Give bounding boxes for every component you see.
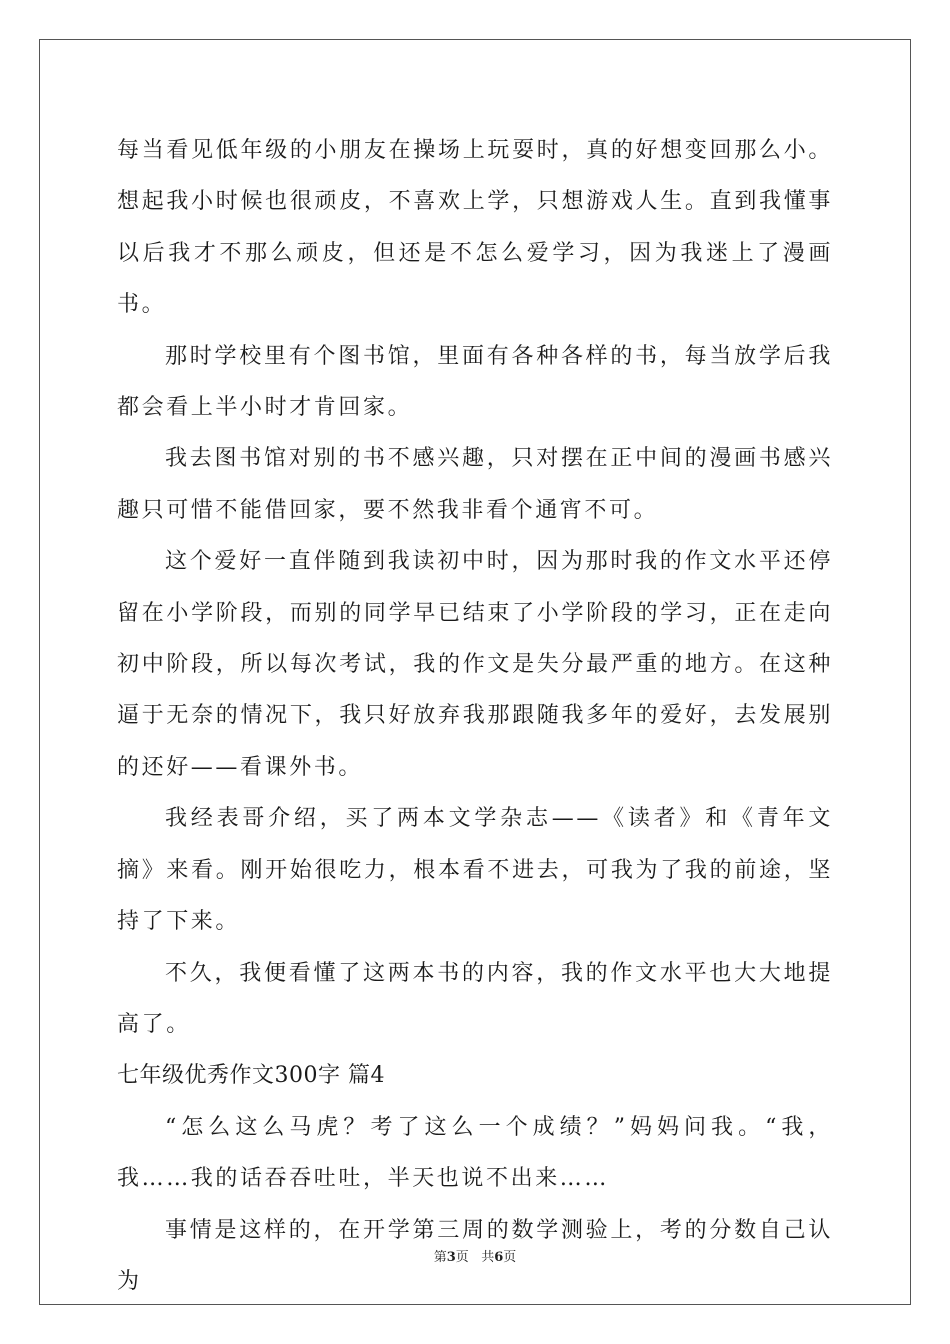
total-page-number: 6 xyxy=(494,1250,504,1265)
section-heading: 七年级优秀作文300字 篇4 xyxy=(117,1063,385,1089)
paragraph-3: 我去图书馆对别的书不感兴趣，只对摆在正中间的漫画书感兴趣只可惜不能借回家，要不然我非看个通宵不可。 xyxy=(117,446,833,523)
paragraph-6: 不久，我便看懂了这两本书的内容，我的作文水平也大大地提高了。 xyxy=(117,960,833,1037)
total-label-prefix: 共 xyxy=(481,1250,495,1265)
paragraph-8: 事情是这样的，在开学第三周的数学测验上，考的分数自己认为 xyxy=(117,1217,833,1294)
total-label-suffix: 页 xyxy=(503,1250,517,1265)
page-label-suffix: 页 xyxy=(455,1250,469,1265)
current-page-number: 3 xyxy=(446,1250,456,1265)
paragraph-5: 我经表哥介绍，买了两本文学杂志——《读者》和《青年文摘》来看。刚开始很吃力，根本看不进去，可我为了我的前途，坚持了下来。 xyxy=(117,806,833,935)
paragraph-4: 这个爱好一直伴随到我读初中时，因为那时我的作文水平还停留在小学阶段，而别的同学早已结束了小学阶段的学习，正在走向初中阶段，所以每次考试，我的作文是失分最严重的地方。在这种逼于无奈的情况下，我只好放弃我那跟随我多年的爱好，去发展别的还好——看课外书。 xyxy=(117,549,833,780)
paragraph-7: “怎么这么马虎？考了这么一个成绩？”妈妈问我。“我，我……我的话吞吞吐吐，半天也说不出来…… xyxy=(117,1114,833,1192)
page-footer xyxy=(0,1246,950,1265)
paragraph-1: 每当看见低年级的小朋友在操场上玩耍时，真的好想变回那么小。想起我小时候也很顽皮，不喜欢上学，只想游戏人生。直到我懂事以后我才不那么顽皮，但还是不怎么爱学习，因为我迷上了漫画书。 xyxy=(117,138,833,318)
paragraph-2: 那时学校里有个图书馆，里面有各种各样的书，每当放学后我都会看上半小时才肯回家。 xyxy=(117,343,833,421)
document-body xyxy=(117,125,833,1307)
page-label-prefix: 第 xyxy=(433,1250,447,1265)
